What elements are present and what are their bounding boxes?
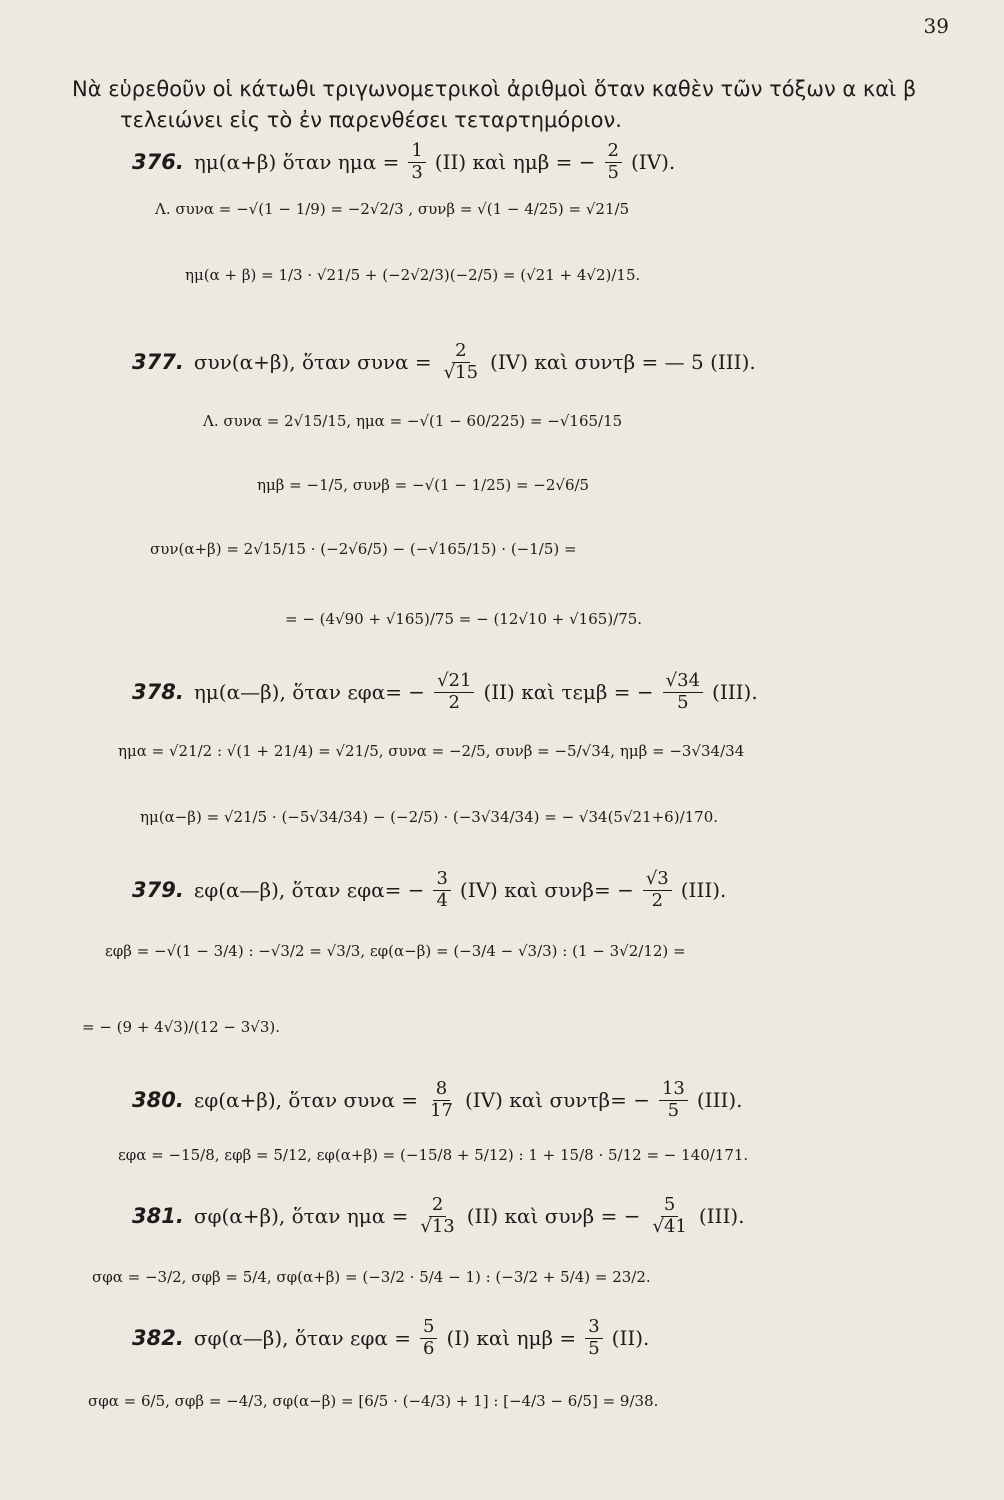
solution-line: ημα = √21/2 : √(1 + 21/4) = √21/5, συνα = −2/5, συνβ = −5/√34, ημβ = −3√34/34	[118, 742, 745, 760]
problem-382	[132, 1318, 649, 1359]
problem-number: 378.	[132, 680, 184, 705]
problem-381	[132, 1196, 745, 1237]
problem-number: 380.	[132, 1088, 184, 1113]
statement-part: ημ(α—β), ὅταν εφα= −	[193, 680, 426, 705]
fraction: $\frac{3}{4}$	[433, 870, 450, 911]
statement-part: (III).	[712, 680, 758, 705]
solution-line: = − (9 + 4√3)/(12 − 3√3).	[82, 1018, 281, 1036]
problem-number: 381.	[132, 1204, 184, 1229]
solution-line: ημ(α + β) = 1/3 · √21/5 + (−2√2/3)(−2/5) = (√21 + 4√2)/15.	[185, 266, 641, 284]
statement-part: (II) καὶ ημβ = −	[434, 150, 596, 175]
problem-377	[132, 342, 756, 383]
problem-number: 377.	[132, 350, 184, 375]
fraction: $\frac{2}{5}$	[605, 142, 622, 183]
statement-part: (I) καὶ ημβ =	[446, 1326, 577, 1351]
statement-part: σφ(α+β), ὅταν ημα =	[193, 1204, 409, 1229]
problem-380	[132, 1080, 743, 1121]
statement-part: (II).	[611, 1326, 650, 1351]
problem-number: 376.	[132, 150, 184, 175]
fraction: $\frac{√21}{2}$	[434, 672, 474, 713]
intro-text	[72, 74, 932, 136]
solution-line: Λ. συνα = 2√15/15, ημα = −√(1 − 60/225) = −√165/15	[203, 412, 623, 430]
statement-part: εφ(α—β), ὅταν εφα= −	[193, 878, 425, 903]
solution-line: ημ(α−β) = √21/5 · (−5√34/34) − (−2/5) · (−3√34/34) = − √34(5√21+6)/170.	[140, 808, 719, 826]
statement-part: ημ(α+β) ὅταν ημα =	[193, 150, 400, 175]
fraction: $\frac{1}{3}$	[408, 142, 425, 183]
fraction: $\frac{3}{5}$	[585, 1318, 602, 1359]
problem-number: 382.	[132, 1326, 184, 1351]
statement-part: (IV) καὶ συντβ= −	[464, 1088, 650, 1113]
fraction: $\frac{2}{√13}$	[420, 1194, 455, 1237]
problem-378	[132, 672, 758, 713]
statement-part: σφ(α—β), ὅταν εφα =	[193, 1326, 411, 1351]
solution-line: εφβ = −√(1 − 3/4) : −√3/2 = √3/3, εφ(α−β) = (−3/4 − √3/3) : (1 − 3√2/12) =	[105, 942, 686, 960]
statement-part: (III).	[680, 878, 727, 903]
fraction: $\frac{5}{√41}$	[652, 1194, 687, 1237]
statement-part: (II) καὶ τεμβ = −	[483, 680, 654, 705]
fraction: $\frac{13}{5}$	[659, 1080, 688, 1121]
solution-line: = − (4√90 + √165)/75 = − (12√10 + √165)/75.	[285, 610, 643, 628]
problem-number: 379.	[132, 878, 184, 903]
page-number: 39	[923, 14, 949, 38]
intro-line-1: Νὰ εὑρεθοῦν οἱ κάτωθι τριγωνομετρικοὶ ἀριθμοὶ ὅταν καθὲν τῶν τόξων α καὶ β	[72, 77, 917, 101]
problem-376	[132, 142, 675, 183]
statement-part: (II) καὶ συνβ = −	[466, 1204, 641, 1229]
statement-part: (IV) καὶ συνβ= −	[459, 878, 634, 903]
statement-part: (III).	[696, 1088, 743, 1113]
fraction: $\frac{√3}{2}$	[643, 870, 672, 911]
intro-line-2: τελειώνει εἰς τὸ ἐν παρενθέσει τεταρτημόριον.	[120, 108, 622, 132]
solution-line: ημβ = −1/5, συνβ = −√(1 − 1/25) = −2√6/5	[257, 476, 590, 494]
fraction: $\frac{8}{17}$	[430, 1078, 453, 1121]
problem-379	[132, 870, 726, 911]
statement-part: συν(α+β), ὅταν συνα =	[193, 350, 432, 375]
statement-part: (IV).	[630, 150, 676, 175]
fraction: $\frac{5}{6}$	[420, 1318, 437, 1359]
solution-line: εφα = −15/8, εφβ = 5/12, εφ(α+β) = (−15/8 + 5/12) : 1 + 15/8 · 5/12 = − 140/171.	[118, 1146, 749, 1164]
solution-line: σφα = 6/5, σφβ = −4/3, σφ(α−β) = [6/5 · (−4/3) + 1] : [−4/3 − 6/5] = 9/38.	[88, 1392, 659, 1410]
solution-line: Λ. συνα = −√(1 − 1/9) = −2√2/3 , συνβ = √(1 − 4/25) = √21/5	[155, 200, 630, 218]
statement-part: (III).	[698, 1204, 745, 1229]
fraction: $\frac{2}{√15}$	[443, 340, 479, 383]
statement-part: εφ(α+β), ὅταν συνα =	[193, 1088, 419, 1113]
fraction: $\frac{√34}{5}$	[663, 672, 703, 713]
solution-line: σφα = −3/2, σφβ = 5/4, σφ(α+β) = (−3/2 · 5/4 − 1) : (−3/2 + 5/4) = 23/2.	[92, 1268, 651, 1286]
solution-line: συν(α+β) = 2√15/15 · (−2√6/5) − (−√165/15) · (−1/5) =	[150, 540, 577, 558]
statement-part: (IV) καὶ συντβ = — 5 (III).	[490, 350, 756, 375]
